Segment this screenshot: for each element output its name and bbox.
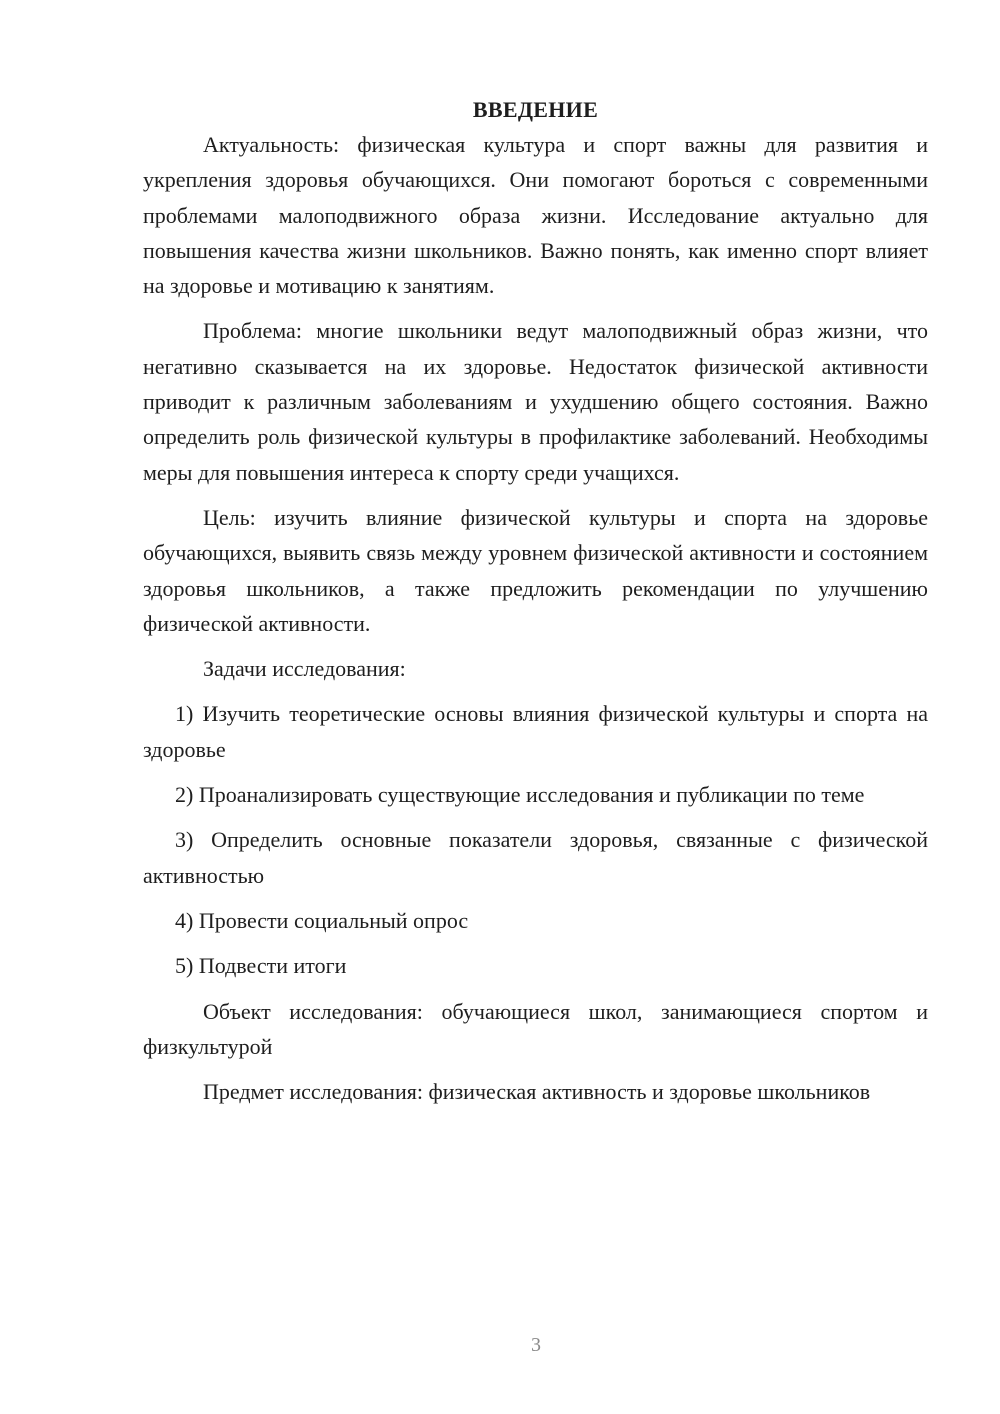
task-item: 3) Определить основные показатели здоровья, связанные с физической активностью [143, 827, 928, 888]
relevance-paragraph: Актуальность: физическая культура и спорт важны для развития и укрепления здоровья обучающихся. Они помогают бороться с современными проблемами малоподвижного образа жизни. Исследование актуально для повышения качества жизни школьников. Важно понять, как именно спорт влияет на здоровье и мотивацию к занятиям. [143, 132, 928, 299]
task-item: 1) Изучить теоретические основы влияния физической культуры и спорта на здоровье [143, 701, 928, 762]
task-item: 5) Подвести итоги [175, 953, 347, 979]
document-page [143, 92, 928, 1109]
goal-paragraph: Цель: изучить влияние физической культуры и спорта на здоровье обучающихся, выявить связь между уровнем физической активности и состоянием здоровья школьников, а также предложить рекомендации по улучшению физической активности. [143, 504, 928, 636]
problem-paragraph: Проблема: многие школьники ведут малоподвижный образ жизни, что негативно сказывается на их здоровье. Недостаток физической активности приводит к различным заболеваниям и ухудшению общего состояния. Важно определить роль физической культуры в профилактике заболеваний. Необходимы меры для повышения интереса к спорту среди учащихся. [143, 318, 928, 485]
task-item: 2) Проанализировать существующие исследования и публикации по теме [175, 782, 865, 808]
section-title: ВВЕДЕНИЕ [472, 97, 599, 122]
tasks-heading: Задачи исследования: [203, 656, 406, 682]
object-paragraph: Объект исследования: обучающиеся школ, занимающиеся спортом и физкультурой [143, 998, 928, 1059]
subject-paragraph: Предмет исследования: физическая активность и здоровье школьников [203, 1079, 871, 1105]
task-item: 4) Провести социальный опрос [175, 907, 469, 933]
page-number: 3 [531, 1334, 541, 1356]
